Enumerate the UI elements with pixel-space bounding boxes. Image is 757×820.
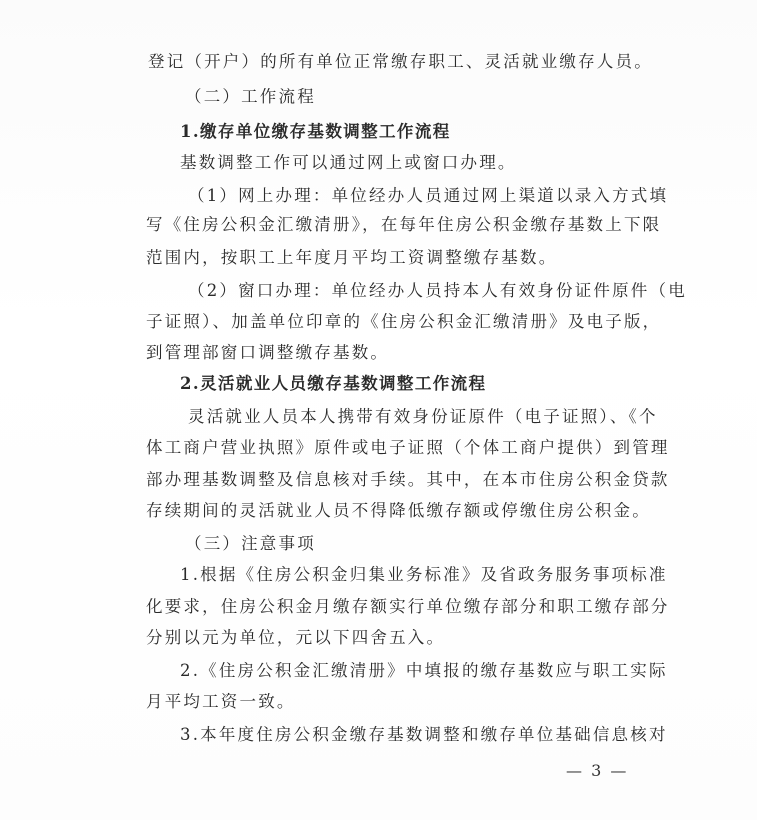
paragraph-line-1: 登记（开户）的所有单位正常缴存职工、灵活就业缴存人员。 xyxy=(148,52,653,71)
subsection-heading-unit-workflow: 1.缴存单位缴存基数调整工作流程 xyxy=(180,122,451,141)
paragraph-line-21: 月平均工资一致。 xyxy=(146,692,296,711)
section-heading-notes: （三）注意事项 xyxy=(185,534,316,553)
paragraph-line-12: 灵活就业人员本人携带有效身份证原件（电子证照）、《个 xyxy=(188,407,658,426)
paragraph-line-17: 1.根据《住房公积金归集业务标准》及省政务服务事项标准 xyxy=(180,565,668,584)
paragraph-line-18: 化要求，住房公积金月缴存额实行单位缴存部分和职工缴存部分 xyxy=(146,597,670,616)
paragraph-line-4: 基数调整工作可以通过网上或窗口办理。 xyxy=(180,153,517,172)
paragraph-line-13: 体工商户营业执照》原件或电子证照（个体工商户提供）到管理 xyxy=(146,438,670,457)
paragraph-line-10: 到管理部窗口调整缴存基数。 xyxy=(146,343,390,362)
paragraph-line-22: 3.本年度住房公积金缴存基数调整和缴存单位基础信息核对 xyxy=(180,725,668,744)
section-heading-workflow: （二）工作流程 xyxy=(185,87,316,106)
paragraph-line-19: 分别以元为单位，元以下四舍五入。 xyxy=(146,628,446,647)
subsection-heading-flexible-workflow: 2.灵活就业人员缴存基数调整工作流程 xyxy=(180,374,487,393)
page-number: — 3 — xyxy=(566,761,629,780)
paragraph-line-5: （1）网上办理：单位经办人员通过网上渠道以录入方式填 xyxy=(188,186,669,205)
paragraph-line-20: 2.《住房公积金汇缴清册》中填报的缴存基数应与职工实际 xyxy=(180,661,668,680)
paragraph-line-15: 存续期间的灵活就业人员不得降低缴存额或停缴住房公积金。 xyxy=(146,501,651,520)
paragraph-line-8: （2）窗口办理：单位经办人员持本人有效身份证件原件（电 xyxy=(188,281,687,300)
paragraph-line-9: 子证照）、加盖单位印章的《住房公积金汇缴清册》及电子版， xyxy=(146,312,662,331)
paragraph-line-14: 部办理基数调整及信息核对手续。其中，在本市住房公积金贷款 xyxy=(146,470,670,489)
paragraph-line-7: 范围内，按职工上年度月平均工资调整缴存基数。 xyxy=(146,248,558,267)
paragraph-line-6: 写《住房公积金汇缴清册》，在每年住房公积金缴存基数上下限 xyxy=(146,215,662,234)
